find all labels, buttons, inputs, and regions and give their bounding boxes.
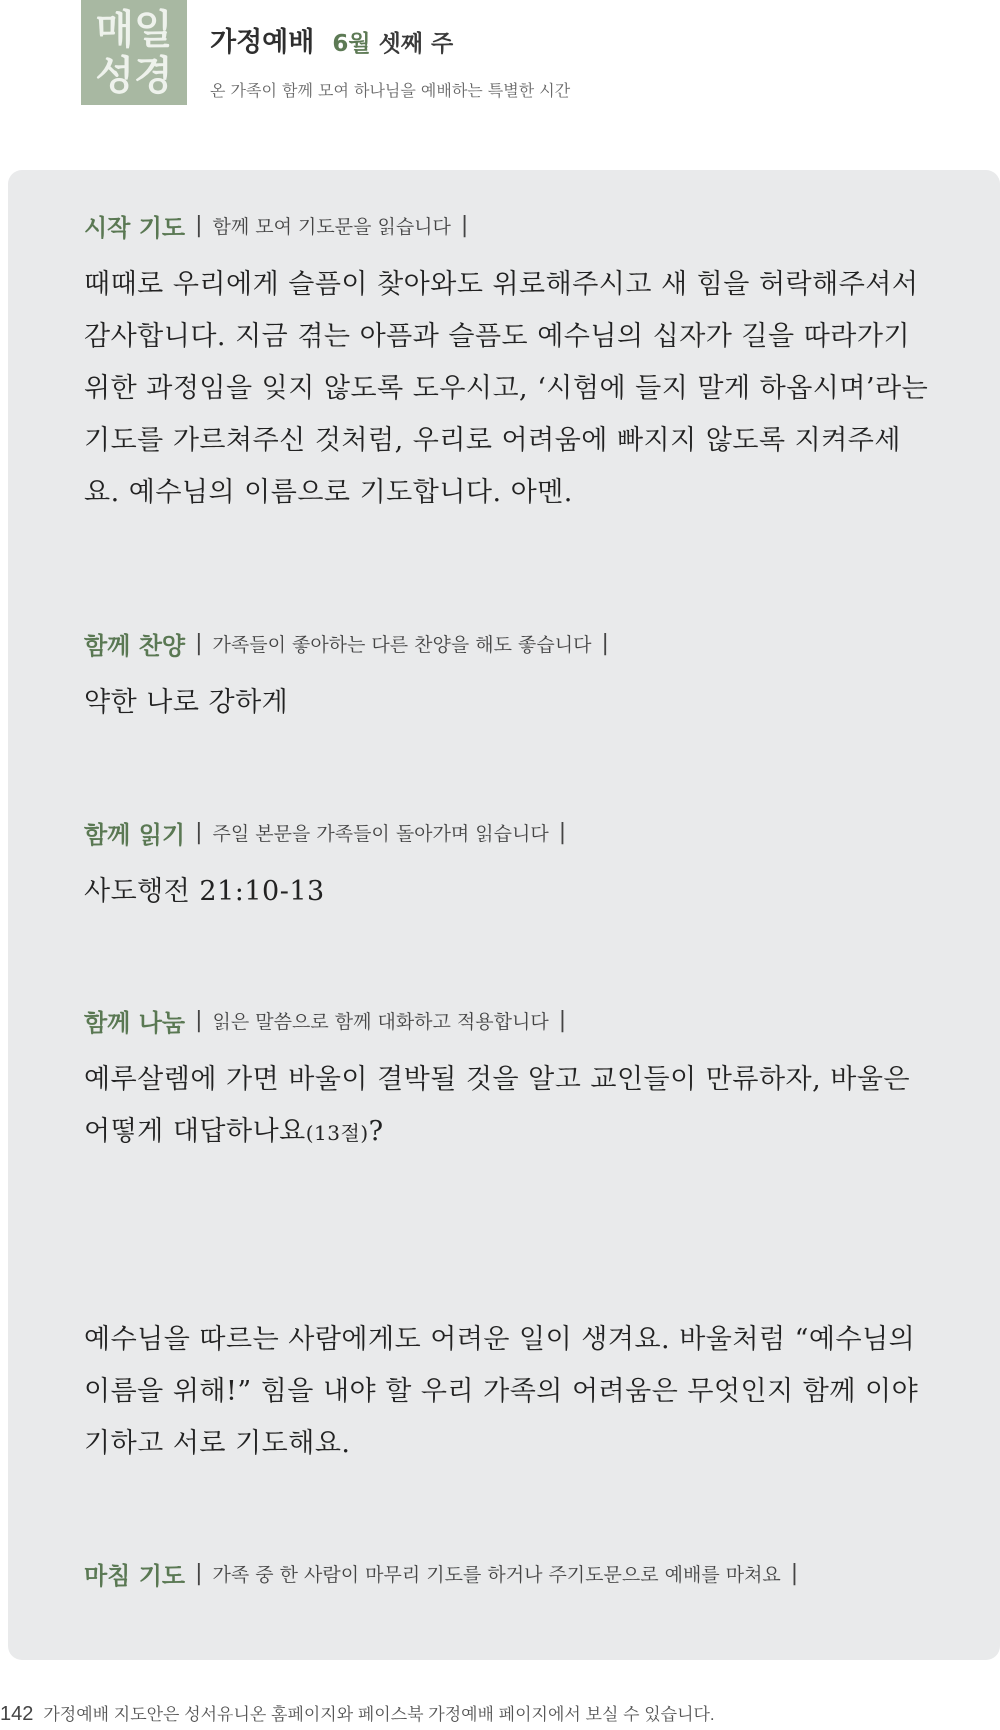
divider: | bbox=[460, 213, 469, 238]
divider: | bbox=[195, 213, 203, 238]
week-ordinal: 셋째 주 bbox=[378, 31, 454, 57]
question-mark: ? bbox=[368, 1116, 384, 1147]
section-title: 함께 읽기 bbox=[84, 821, 186, 849]
divider: | bbox=[195, 1008, 203, 1033]
section-header bbox=[84, 1556, 934, 1591]
section-praise bbox=[84, 626, 934, 729]
section-instruction: 주일 본문을 가족들이 돌아가며 읽습니다 bbox=[212, 823, 549, 845]
section-header bbox=[84, 208, 934, 243]
question-text: 예루살렘에 가면 바울이 결박될 것을 알고 교인들이 만류하자, 바울은 어떻게 대답하나요 bbox=[84, 1064, 911, 1147]
divider: | bbox=[790, 1561, 799, 1586]
section-header bbox=[84, 815, 934, 850]
section-opening-prayer bbox=[84, 208, 934, 519]
section-title: 마침 기도 bbox=[84, 1562, 186, 1590]
week-month: 6월 bbox=[332, 31, 371, 57]
section-instruction: 가족들이 좋아하는 다른 찬양을 해도 좋습니다 bbox=[212, 634, 592, 656]
section-sharing bbox=[84, 1003, 934, 1159]
section-closing-prayer bbox=[84, 1556, 934, 1591]
logo-line-1: 매일 bbox=[95, 6, 173, 53]
scripture-reference: 사도행전 21:10-13 bbox=[84, 876, 325, 907]
opening-prayer-text: 때때로 우리에게 슬픔이 찾아와도 위로해주시고 새 힘을 허락해주셔서 감사합니다. 지금 겪는 아픔과 슬픔도 예수님의 십자가 길을 따라가기 위한 과정임을 잊지 않도록 도우시고, ‘시험에 들지 말게 하옵시며’라는 기도를 가르쳐주신 것처럼, 우리로 어려움에 빠지지 않도록 지켜주세요. 예수님의 이름으로 기도합니다. 아멘. bbox=[84, 269, 929, 508]
section-instruction: 함께 모여 기도문을 읽습니다 bbox=[212, 216, 451, 238]
maeil-seonggyeong-logo bbox=[81, 0, 187, 105]
discussion-question bbox=[84, 1054, 934, 1159]
section-application bbox=[84, 1314, 934, 1470]
hymn-title: 약한 나로 강하게 bbox=[84, 687, 289, 718]
section-header bbox=[84, 626, 934, 661]
divider: | bbox=[558, 1008, 567, 1033]
section-reading bbox=[84, 815, 934, 918]
section-title: 시작 기도 bbox=[84, 214, 186, 242]
divider: | bbox=[195, 631, 203, 656]
page-footer bbox=[0, 1700, 715, 1726]
section-title: 함께 나눔 bbox=[84, 1009, 186, 1037]
page-number: 142 bbox=[0, 1703, 34, 1725]
section-title: 함께 찬양 bbox=[84, 632, 186, 660]
section-instruction: 가족 중 한 사람이 마무리 기도를 하거나 주기도문으로 예배를 마쳐요 bbox=[212, 1564, 781, 1586]
divider: | bbox=[601, 631, 609, 656]
application-text: 예수님을 따르는 사람에게도 어려운 일이 생겨요. 바울처럼 “예수님의 이름을 위해!” 힘을 내야 할 우리 가족의 어려움은 무엇인지 함께 이야기하고 서로 기도해요. bbox=[84, 1324, 919, 1459]
page-heading bbox=[210, 20, 453, 59]
footer-note: 가정예배 지도안은 성서유니온 홈페이지와 페이스북 가정예배 페이지에서 보실 수 있습니다. bbox=[43, 1705, 715, 1724]
divider: | bbox=[195, 1561, 203, 1586]
section-header bbox=[84, 1003, 934, 1038]
logo-line-2: 성경 bbox=[95, 52, 173, 99]
page-title: 가정예배 bbox=[210, 27, 315, 58]
divider: | bbox=[558, 820, 567, 845]
page-subtitle: 온 가족이 함께 모여 하나님을 예배하는 특별한 시간 bbox=[210, 81, 571, 100]
verse-reference: (13절) bbox=[305, 1121, 369, 1145]
section-instruction: 읽은 말씀으로 함께 대화하고 적용합니다 bbox=[212, 1011, 549, 1033]
divider: | bbox=[195, 820, 203, 845]
